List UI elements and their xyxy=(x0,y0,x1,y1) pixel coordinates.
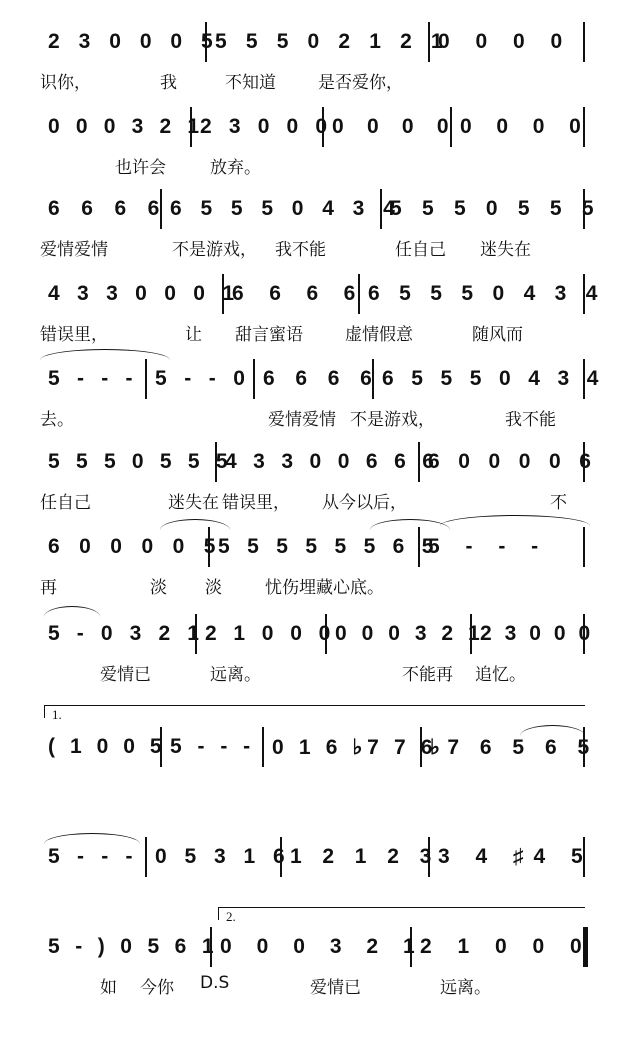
bar-line xyxy=(583,837,585,877)
lyric-text: 也许会 xyxy=(115,158,166,178)
bar-line xyxy=(215,442,217,482)
measure-notes: 1 2 1 2 3 xyxy=(290,845,439,868)
lyric-text: 不是游戏， xyxy=(350,410,435,430)
slur-arc xyxy=(520,725,585,736)
bar-line xyxy=(280,837,282,877)
bar-line xyxy=(190,107,192,147)
lyric-text: 从今以后， xyxy=(322,493,407,513)
measure-notes: 0 0 0 3 2 1 xyxy=(220,935,425,958)
bar-line xyxy=(145,837,147,877)
bar-line xyxy=(195,614,197,654)
bar-line xyxy=(322,107,324,147)
measure-notes: 5 - 0 3 2 1 xyxy=(48,622,205,645)
measure-notes: 0 0 0 3 2 1 xyxy=(48,115,205,138)
measure-notes: ( 1 0 0 5 xyxy=(48,735,167,758)
bar-line xyxy=(160,727,162,767)
measure-notes: 6 6 6 6 xyxy=(48,197,168,220)
bar-line xyxy=(380,189,382,229)
lyric-text: 迷失在 xyxy=(480,240,531,260)
lyric-text: 爱情爱情 xyxy=(268,410,336,430)
lyric-text: 放弃。 xyxy=(210,158,261,178)
lyric-text: 爱情已 xyxy=(100,665,151,685)
lyric-text: 我不能 xyxy=(275,240,326,260)
lyric-text: 去。 xyxy=(40,410,74,430)
lyric-text: 远离。 xyxy=(210,665,261,685)
bar-line xyxy=(450,107,452,147)
lyric-text: 甜言蜜语 xyxy=(235,325,303,345)
lyric-text: 我不能 xyxy=(505,410,556,430)
lyric-text: 爱情爱情 xyxy=(40,240,108,260)
first-ending-label: 1. xyxy=(52,707,62,722)
lyric-text: 远离。 xyxy=(440,978,491,998)
lyric-text: 随风而 xyxy=(472,325,523,345)
slur-arc xyxy=(44,833,140,844)
bar-line xyxy=(205,22,207,62)
lyric-text: 爱情已 xyxy=(310,978,361,998)
measure-notes: 0 1 6 ♭7 7 6 xyxy=(272,736,438,759)
lyric-text: D.S xyxy=(200,973,230,993)
bar-line xyxy=(583,527,585,567)
measure-notes: 0 0 0 0 xyxy=(438,30,573,53)
measure-notes: 0 0 0 0 xyxy=(460,115,591,138)
lyric-text: 任自己 xyxy=(40,493,91,513)
lyric-text: 我 xyxy=(160,73,177,93)
bar-line xyxy=(583,442,585,482)
lyric-text: 任自己 xyxy=(395,240,446,260)
lyric-text: 淡 xyxy=(150,578,167,598)
measure-notes: 2 1 0 0 0 xyxy=(420,935,592,958)
measure-notes: 2 1 0 0 0 xyxy=(205,622,336,645)
bar-line xyxy=(583,274,585,314)
measure-notes: 5 5 5 5 5 5 6 5 xyxy=(218,535,440,558)
bar-line xyxy=(372,359,374,399)
second-ending-bracket xyxy=(218,907,585,920)
measure-notes: 5 5 5 0 5 5 5 xyxy=(390,197,601,220)
bar-line xyxy=(583,927,588,967)
measure-notes: 3 4 ♯4 5 xyxy=(438,845,593,868)
bar-line xyxy=(222,274,224,314)
lyric-text: 淡 xyxy=(205,578,222,598)
bar-line xyxy=(583,189,585,229)
measure-notes: 5 5 5 0 5 5 5 xyxy=(48,450,233,473)
lyric-text: 是否爱你， xyxy=(318,73,403,93)
lyric-text: 不 xyxy=(550,493,567,513)
measure-notes: 6 5 5 5 0 4 3 4 xyxy=(170,197,402,220)
lyric-text: 今你 xyxy=(140,978,174,998)
measure-notes: 6 5 5 5 0 4 3 4 xyxy=(368,282,605,305)
bar-line xyxy=(583,22,585,62)
bar-line xyxy=(583,107,585,147)
slur-arc xyxy=(160,519,230,530)
lyric-text: 再 xyxy=(40,578,57,598)
measure-notes: 5 - ) 0 5 6 1 xyxy=(48,935,219,958)
lyric-text: 不知道 xyxy=(225,73,276,93)
slur-arc xyxy=(440,515,590,526)
lyric-text: 不能再 xyxy=(402,665,453,685)
measure-notes: 6 6 6 6 xyxy=(232,282,366,305)
bar-line xyxy=(253,359,255,399)
slur-arc xyxy=(370,519,450,530)
measure-notes: 5 5 5 0 2 1 2 1 xyxy=(215,30,450,53)
measure-notes: 5 - - 0 xyxy=(155,367,251,390)
measure-notes: 2 3 0 0 0 5 xyxy=(48,30,220,53)
lyric-text: 忧伤埋藏心底。 xyxy=(265,578,384,598)
bar-line xyxy=(583,359,585,399)
measure-notes: 5 - - - xyxy=(170,735,256,758)
bar-line xyxy=(470,614,472,654)
measure-notes: 2 3 0 0 0 xyxy=(480,622,594,645)
second-ending-label: 2. xyxy=(226,909,236,924)
measure-notes: 6 5 5 5 0 4 3 4 xyxy=(382,367,605,390)
lyric-text: 虚情假意 xyxy=(345,325,413,345)
bar-line xyxy=(583,614,585,654)
measure-notes: 6 0 0 0 0 5 xyxy=(48,535,223,558)
measure-notes: 2 3 0 0 0 xyxy=(200,115,333,138)
bar-line xyxy=(418,442,420,482)
lyric-text: 错误里， xyxy=(40,325,108,345)
measure-notes: 5 - - - xyxy=(48,367,139,390)
bar-line xyxy=(145,359,147,399)
bar-line xyxy=(428,837,430,877)
slur-arc xyxy=(40,349,170,360)
bar-line xyxy=(428,22,430,62)
lyric-text: 追忆。 xyxy=(475,665,526,685)
bar-line xyxy=(358,274,360,314)
measure-notes: 5 - - - xyxy=(48,845,139,868)
measure-notes: 6 6 6 6 xyxy=(263,367,380,390)
lyric-text: 不是游戏， xyxy=(172,240,257,260)
bar-line xyxy=(418,527,420,567)
lyric-text: 迷失在 xyxy=(168,493,219,513)
first-ending-bracket xyxy=(44,705,585,718)
bar-line xyxy=(210,927,212,967)
lyric-text: 错误里， xyxy=(222,493,290,513)
bar-line xyxy=(410,927,412,967)
measure-notes: 6 0 0 0 0 6 xyxy=(428,450,598,473)
bar-line xyxy=(160,189,162,229)
bar-line xyxy=(208,527,210,567)
bar-line xyxy=(262,727,264,767)
lyric-text: 让 xyxy=(185,325,202,345)
measure-notes: 4 3 3 0 0 0 1 xyxy=(48,282,240,305)
measure-notes: ♭7 6 5 6 5 xyxy=(430,736,597,759)
measure-notes: 0 0 0 0 xyxy=(332,115,458,138)
measure-notes: 4 3 3 0 0 6 6 6 xyxy=(225,450,440,473)
measure-notes: 0 5 3 1 6 xyxy=(155,845,291,868)
measure-notes: 0 0 0 3 2 1 xyxy=(335,622,485,645)
lyric-text: 如 xyxy=(100,978,117,998)
bar-line xyxy=(420,727,422,767)
bar-line xyxy=(325,614,327,654)
lyric-text: 识你， xyxy=(40,73,91,93)
slur-arc xyxy=(44,606,100,617)
measure-notes: 5 - - - xyxy=(428,535,549,558)
